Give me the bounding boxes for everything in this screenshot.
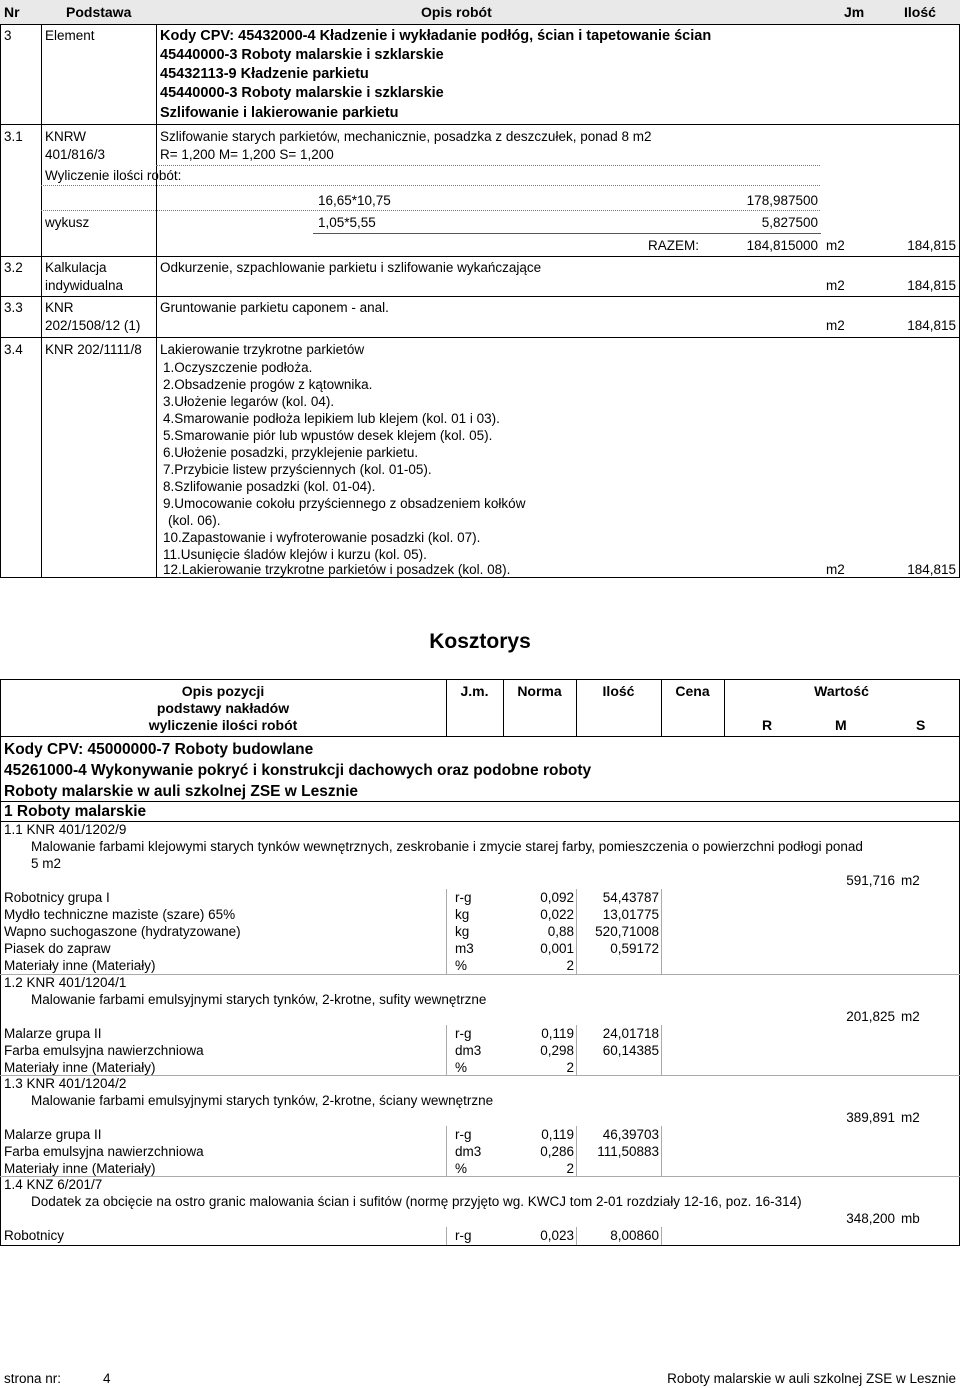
k-res-1-3-norma: 0,88 [547,924,574,939]
pos31-desc-2: R= 1,200 M= 1,200 S= 1,200 [160,147,334,162]
header-opis: Opis robót [421,4,492,20]
pos32-nr: 3.2 [4,260,23,275]
k-res-3-1-name: Malarze grupa II [4,1127,102,1142]
k-res-3-1-ilosc: 46,39703 [602,1127,659,1142]
pos33-basis-1: KNR [45,300,74,315]
k-res-3-1-jm: r-g [455,1127,472,1142]
k-sep-ilosc-3 [576,1126,577,1177]
k-header-opis-1: Opis pozycji [181,683,265,699]
k-res-2-1-ilosc: 24,01718 [602,1026,659,1041]
k-section-bottom [0,821,960,822]
k-res-1-1-norma: 0,092 [540,890,574,905]
pos34-step-8: 8.Szlifowanie posadzki (kol. 01-04). [163,479,376,494]
k-res-3-2-ilosc: 111,50883 [597,1144,659,1159]
pos34-step-11: 11.Usunięcie śladów klejów i kurzu (kol. 05). [163,547,427,562]
pos34-step-5: 5.Smarowanie piór lub wpustów desek klejem (kol. 05). [163,428,493,443]
k-item-1-desc-2: 5 m2 [31,856,62,871]
k-res-2-2-name: Farba emulsyjna nawierzchniowa [4,1043,204,1058]
k-header-top [0,679,960,680]
pos31-basis-1: KNRW [45,129,87,144]
k-header-r: R [762,717,773,733]
pos34-step-12: 12.Lakierowanie trzykrotne parkietów i posadzek (kol. 08). [163,562,511,577]
element-line-1: Kody CPV: 45432000-4 Kładzenie i wykładanie podłóg, ścian i tapetowanie ścian [160,28,712,44]
pos34-jm: m2 [826,562,845,577]
pos31-calc-2-formula: 1,05*5,55 [318,215,376,230]
k-sep-cena-4 [661,1227,662,1245]
k-sep-jm-4 [446,1227,447,1245]
k-header-s: S [916,717,926,733]
k-res-2-1-name: Malarze grupa II [4,1026,102,1041]
k-res-4-1-jm: r-g [455,1228,472,1243]
element-line-4: 45440000-3 Roboty malarskie i szklarskie [160,85,444,101]
k-item-1-desc-1: Malowanie farbami klejowymi starych tynków wewnętrznych, zeskrobanie i zmycie starej farby, pomieszczenia o powierzchni podłogi ponad [31,839,863,854]
k-item-3-desc-1: Malowanie farbami emulsyjnymi starych tynków, 2-krotne, ściany wewnętrzne [31,1093,494,1108]
pos32-qty: 184,815 [907,278,956,293]
pos31-nr: 3.1 [4,129,23,144]
k-sep-cena-3 [661,1126,662,1177]
pos34-qty: 184,815 [907,562,956,577]
col-nr-divider [41,24,42,578]
k-res-3-3-jm: % [455,1161,468,1176]
pos32-desc: Odkurzenie, szpachlowanie parkietu i szlifowanie wykańczające [160,260,542,275]
pos31-qty: 184,815 [907,238,956,253]
k-res-2-1-jm: r-g [455,1026,472,1041]
top-table-header-line [0,24,959,25]
pos34-step-10: 10.Zapastowanie i wyfroterowanie posadzki (kol. 07). [163,530,481,545]
col-podstawa-divider [156,24,157,578]
pos33-basis-2: 202/1508/12 (1) [45,318,141,333]
footer-title: Roboty malarskie w auli szkolnej ZSE w Lesznie [667,1371,956,1386]
k-res-1-4-ilosc: 0,59172 [610,941,659,956]
pos31-calc-1-formula: 16,65*10,75 [318,193,391,208]
k-res-1-5-name: Materiały inne (Materiały) [4,958,156,973]
k-res-2-2-norma: 0,298 [540,1043,574,1058]
element-nr: 3 [4,28,12,43]
k-item-2-jm: m2 [901,1009,920,1024]
pos34-step-2: 2.Obsadzenie progów z kątownika. [163,377,373,392]
pos34-step-7: 7.Przybicie listew przyściennych (kol. 01-05). [163,462,432,477]
k-item-3-qty: 389,891 [846,1110,895,1125]
header-ilosc: Ilość [904,4,936,20]
k-header-m: M [835,717,847,733]
k-section-top [0,801,960,802]
k-item-1-jm: m2 [901,873,920,888]
kosztorys-title: Kosztorys [429,630,531,653]
k-body-left [0,736,1,1246]
k-sep-jm-3 [446,1126,447,1177]
k-table-bottom [0,1245,960,1246]
pos31-razem-value: 184,815000 [746,238,818,253]
element-line-5: Szlifowanie i lakierowanie parkietu [160,105,399,121]
k-header-opis-3: wyliczenie ilości robót [148,717,298,733]
pos31-calc-2-value: 5,827500 [761,215,818,230]
k-res-2-3-jm: % [455,1060,468,1075]
k-cpv-1: Kody CPV: 45000000-7 Roboty budowlane [4,741,314,758]
pos33-desc: Gruntowanie parkietu caponem - anal. [160,300,389,315]
pos34-step-6: 6.Ułożenie posadzki, przyklejenie parkietu. [163,445,419,460]
k-res-1-3-jm: kg [455,924,470,939]
dotted-rule-calc-1 [41,210,820,211]
k-item-2-qty: 201,825 [846,1009,895,1024]
pos31-razem-label: RAZEM: [648,238,700,253]
header-jm: Jm [844,4,865,20]
k-item-2-desc-1: Malowanie farbami emulsyjnymi starych tynków, 2-krotne, sufity wewnętrzne [31,992,487,1007]
k-res-1-3-name: Wapno suchogaszone (hydratyzowane) [4,924,241,939]
k-sep-ilosc-4 [576,1227,577,1245]
row-divider-33 [0,337,960,338]
k-sep-ilosc-1 [576,889,577,974]
k-item-1-head: 1.1 KNR 401/1202/9 [4,822,127,837]
k-res-3-3-name: Materiały inne (Materiały) [4,1161,156,1176]
pos32-basis-1: Kalkulacja [45,260,107,275]
k-sep-cena-2 [661,1025,662,1076]
k-res-2-1-norma: 0,119 [541,1026,574,1041]
k-res-2-3-norma: 2 [566,1060,574,1075]
k-res-4-1-norma: 0,023 [540,1228,574,1243]
header-podstawa: Podstawa [66,4,132,20]
pos34-step-1: 1.Oczyszczenie podłoża. [163,360,313,375]
pos31-calc-2-label: wykusz [45,215,90,230]
pos31-jm: m2 [826,238,845,253]
k-res-3-2-norma: 0,286 [540,1144,574,1159]
k-res-1-2-jm: kg [455,907,470,922]
k-item-sep-3 [0,1176,960,1177]
footer-page-label: strona nr: [4,1371,62,1386]
top-table-bottom-border [0,577,960,578]
k-res-1-2-norma: 0,022 [540,907,574,922]
pos34-step-9: 9.Umocowanie cokołu przyściennego z obsadzeniem kołków [163,496,526,511]
k-res-2-2-ilosc: 60,14385 [602,1043,659,1058]
k-item-4-desc-1: Dodatek za obcięcie na ostro granic malowania ścian i sufitów (normę przyjęto wg. KWCJ tom 2-01 rozdziały 12-16, poz. 16-314) [31,1194,802,1209]
pos34-title: Lakierowanie trzykrotne parkietów [160,342,365,357]
dotted-rule-calc [41,185,820,186]
k-res-1-4-norma: 0,001 [540,941,574,956]
sum-rule [313,233,821,234]
k-res-1-1-jm: r-g [455,890,472,905]
k-res-1-5-norma: 2 [566,958,574,973]
k-header-bottom [0,736,960,737]
k-header-cena: Cena [675,683,710,699]
row-divider-element [0,124,960,125]
k-item-sep-2 [0,1075,960,1076]
k-res-1-3-ilosc: 520,71008 [595,924,659,939]
k-res-3-2-jm: dm3 [455,1144,482,1159]
k-res-1-4-jm: m3 [455,941,474,956]
k-header-norma: Norma [517,683,562,699]
pos34-step-9-cont: (kol. 06). [168,513,221,528]
k-res-3-2-name: Farba emulsyjna nawierzchniowa [4,1144,204,1159]
k-res-1-1-name: Robotnicy grupa I [4,890,110,905]
top-table-left-border [0,24,1,578]
k-item-3-jm: m2 [901,1110,920,1125]
k-item-1-qty: 591,716 [846,873,895,888]
k-item-2-head: 1.2 KNR 401/1204/1 [4,975,127,990]
k-header-wartosc: Wartość [814,683,869,699]
k-res-2-2-jm: dm3 [455,1043,482,1058]
k-section: 1 Roboty malarskie [4,803,147,820]
k-res-1-1-ilosc: 54,43787 [602,890,659,905]
row-divider-32 [0,296,960,297]
k-item-4-head: 1.4 KNZ 6/201/7 [4,1177,103,1192]
pos31-calc-1-value: 178,987500 [746,193,818,208]
pos31-basis-2: 401/816/3 [45,147,106,162]
pos31-calc-label: Wyliczenie ilości robót: [45,168,182,183]
pos34-basis: KNR 202/1111/8 [45,342,142,357]
k-res-4-1-name: Robotnicy [4,1228,65,1243]
k-sep-jm-1 [446,889,447,974]
k-sep-cena-1 [661,889,662,974]
k-res-3-1-norma: 0,119 [541,1127,574,1142]
pos32-jm: m2 [826,278,845,293]
k-cpv-3: Roboty malarskie w auli szkolnej ZSE w Lesznie [4,783,359,800]
k-sep-jm-2 [446,1025,447,1076]
k-res-2-3-name: Materiały inne (Materiały) [4,1060,156,1075]
pos33-qty: 184,815 [907,318,956,333]
k-cpv-2: 45261000-4 Wykonywanie pokryć i konstrukcji dachowych oraz podobne roboty [4,762,592,779]
pos33-nr: 3.3 [4,300,23,315]
element-label: Element [45,28,95,43]
k-item-3-head: 1.3 KNR 401/1204/2 [4,1076,127,1091]
k-item-4-jm: mb [901,1211,920,1226]
k-header-jm: J.m. [460,683,489,699]
pos34-nr: 3.4 [4,342,23,357]
k-sep-ilosc-2 [576,1025,577,1076]
k-res-1-5-jm: % [455,958,468,973]
k-item-sep-1 [0,974,960,975]
k-res-1-2-name: Mydło techniczne maziste (szare) 65% [4,907,236,922]
k-header-opis-2: podstawy nakładów [156,700,290,716]
pos33-jm: m2 [826,318,845,333]
k-res-1-2-ilosc: 13,01775 [602,907,659,922]
header-nr: Nr [4,4,20,20]
pos32-basis-2: indywidualna [45,278,124,293]
k-res-1-4-name: Piasek do zapraw [4,941,111,956]
k-header-ilosc: Ilość [602,683,635,699]
pos31-desc-1: Szlifowanie starych parkietów, mechanicznie, posadzka z deszczułek, ponad 8 m2 [160,129,652,144]
footer-page-number: 4 [103,1371,111,1386]
dotted-rule-desc [156,165,820,166]
k-item-4-qty: 348,200 [846,1211,895,1226]
row-divider-31 [0,256,960,257]
element-line-3: 45432113-9 Kładzenie parkietu [160,66,369,82]
k-res-4-1-ilosc: 8,00860 [610,1228,659,1243]
k-res-3-3-norma: 2 [566,1161,574,1176]
element-line-2: 45440000-3 Roboty malarskie i szklarskie [160,47,444,63]
pos34-step-4: 4.Smarowanie podłoża lepikiem lub klejem (kol. 01 i 03). [163,411,500,426]
pos34-step-3: 3.Ułożenie legarów (kol. 04). [163,394,335,409]
